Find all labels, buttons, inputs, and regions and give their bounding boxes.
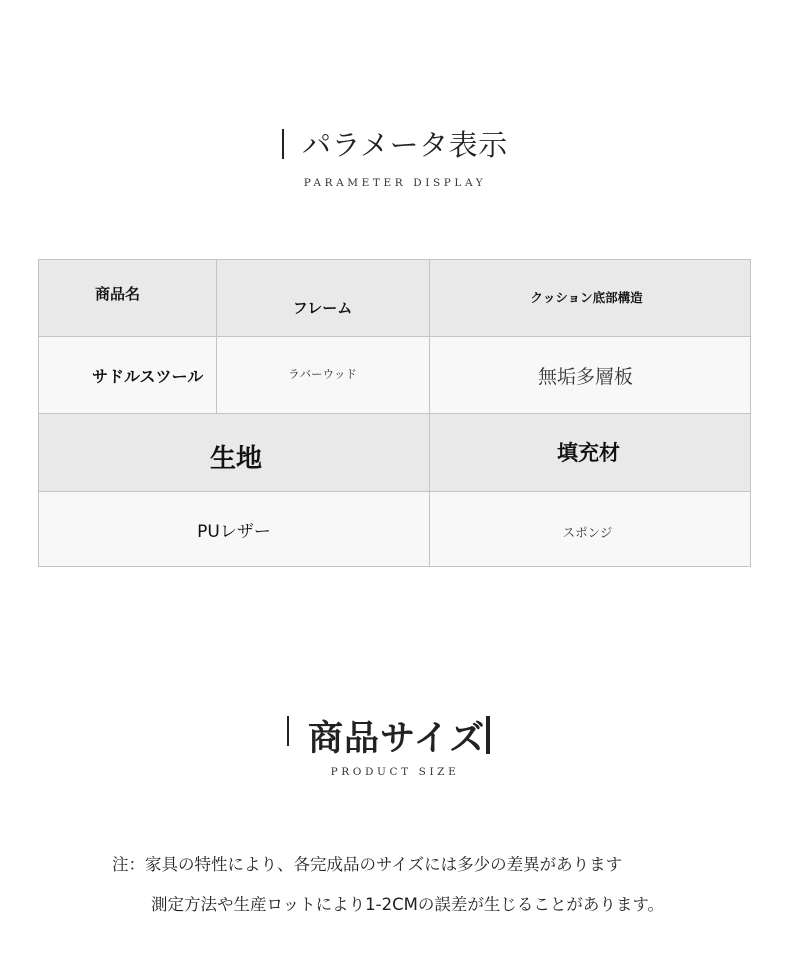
heading-accent-bar (287, 716, 289, 746)
parameter-section-title: パラメータ表示 (302, 128, 508, 162)
table-column-divider (429, 260, 430, 566)
table-row-divider (39, 413, 750, 414)
size-note-line-2: 測定方法や生産ロットにより1-2CMの誤差が生じることがあります。 (151, 895, 665, 914)
table-row-divider (39, 491, 750, 492)
product-name-label: 商品名 (39, 260, 216, 336)
heading-accent-bar (282, 129, 284, 159)
frame-value: ラバーウッド (216, 337, 429, 413)
product-name-value: サドルスツール (39, 337, 216, 413)
filling-label: 填充材 (429, 414, 750, 491)
fabric-value: PUレザー (39, 492, 429, 566)
parameter-section-subtitle: PARAMETER DISPLAY (303, 177, 487, 189)
text-cursor-mark (486, 716, 490, 754)
filling-value: スポンジ (429, 492, 750, 566)
cushion-structure-value: 無垢多層板 (429, 337, 750, 413)
parameter-table (38, 259, 751, 567)
fabric-label: 生地 (39, 414, 429, 491)
size-section-title: 商品サイズ (308, 719, 486, 759)
frame-label: フレーム (216, 260, 429, 336)
size-section-subtitle: PRODUCT SIZE (330, 766, 460, 778)
size-note-line-1: 注：家具の特性により、各完成品のサイズには多少の差異があります (112, 855, 623, 874)
table-row-divider (39, 336, 750, 337)
table-column-divider (216, 260, 217, 413)
cushion-structure-label: クッション底部構造 (429, 260, 750, 336)
